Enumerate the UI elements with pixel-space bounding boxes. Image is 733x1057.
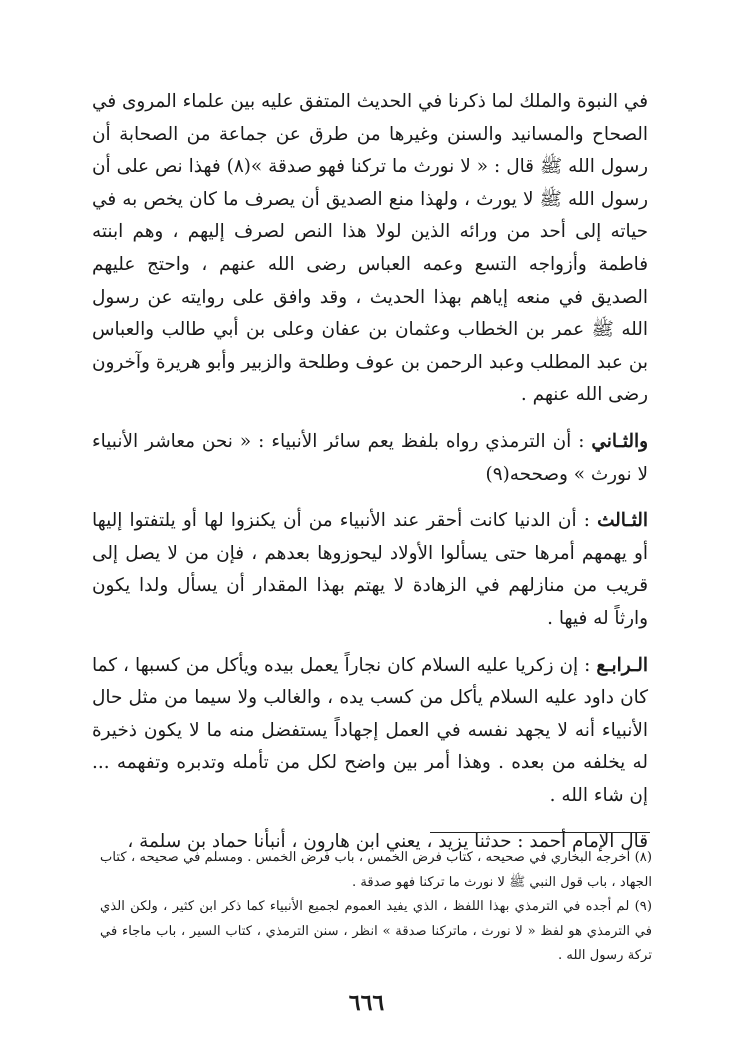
paragraph-3-heading: الثـالث (597, 510, 648, 532)
paragraph-3 (92, 505, 648, 635)
paragraph-4-text: : إن زكريا عليه السلام كان نجاراً يعمل بيده ويأكل من كسبها ، كما كان داود عليه السلام يأكل من كسب يده ، والغالب ولا سيما من مثل حال الأنبياء أنه لا يجهد نفسه في العمل إجهاداً يستفضل منه ما لا يكون ذخيرة له يخلفه من بعده . وهذا أمر بين واضح لكل من تأمله وتدبره وتفهمه ... إن شاء الله . (92, 654, 648, 806)
paragraph-4-heading: الـرابـع (596, 654, 648, 676)
paragraph-1-text: في النبوة والملك لما ذكرنا في الحديث المتفق عليه بين علماء المروى في الصحاح والمسانيد والسنن وغيرها من طرق عن جماعة من الصحابة أن رسول الله ﷺ قال : « لا نورث ما تركنا فهو صدقة »(٨) فهذا نص على أن رسول الله ﷺ لا يورث ، ولهذا منع الصديق أن يصرف ما كان يخص به في حياته إلى أحد من ورائه الذين لولا هذا النص لصرف إليهم ، وهم ابنته فاطمة وأزواجه التسع وعمه العباس رضى الله عنهم ، واحتج عليهم الصديق في منعه إياهم بهذا الحديث ، وقد وافق على روايته عن رسول الله ﷺ عمر بن الخطاب وعثمان بن عفان وعلى بن أبي طالب والعباس بن عبد المطلب وعبد الرحمن بن عوف وطلحة والزبير وأبو هريرة وآخرون رضى الله عنهم . (92, 91, 648, 406)
paragraph-5-text: قال الإمام أحمد : حدثنا يزيد ، يعني ابن هارون ، أنبأنا حماد بن سلمة ، (127, 831, 648, 853)
paragraph-1 (92, 86, 648, 412)
main-text (92, 86, 648, 859)
paragraph-3-text: : أن الدنيا كانت أحقر عند الأنبياء من أن يكنزوا لها أو يلتفتوا إليها أو يهمهم أمرها حتى يسألوا الأولاد ليحوزوها بعدهم ، فإن من لا يصل إلى قريب من منازلهم في الزهادة لا يهتم بهذا المقدار أن يسأل ولدا يكون وارثاً له فيها . (92, 510, 648, 629)
page-number: ٦٦٦ (348, 990, 385, 1016)
paragraph-2 (92, 426, 648, 491)
footnote-9: (٩) لم أجده في الترمذي بهذا اللفظ ، الذي يفيد العموم لجميع الأنبياء كما ذكر ابن كثير ، ولكن الذي في الترمذي هو لفظ « لا نورث ، ماتركنا صدقة » انظر ، سنن الترمذي ، كتاب السير ، باب ماجاء في تركة رسول الله . (100, 899, 652, 963)
paragraph-2-text: : أن الترمذي رواه بلفظ يعم سائر الأنبياء : « نحن معاشر الأنبياء لا نورث » وصححه(٩) (92, 430, 648, 485)
paragraph-2-heading: والثـاني (591, 430, 648, 452)
paragraph-4 (92, 650, 648, 813)
footnotes (100, 846, 652, 969)
footnote-8: (٨) أخرجه البخاري في صحيحه ، كتاب فرض الخمس ، باب فرض الخمس . ومسلم في صحيحه ، كتاب الجهاد ، باب قول النبي ﷺ لا نورث ما تركنا فهو صدقة . (100, 850, 652, 890)
footnote-divider (430, 832, 650, 833)
